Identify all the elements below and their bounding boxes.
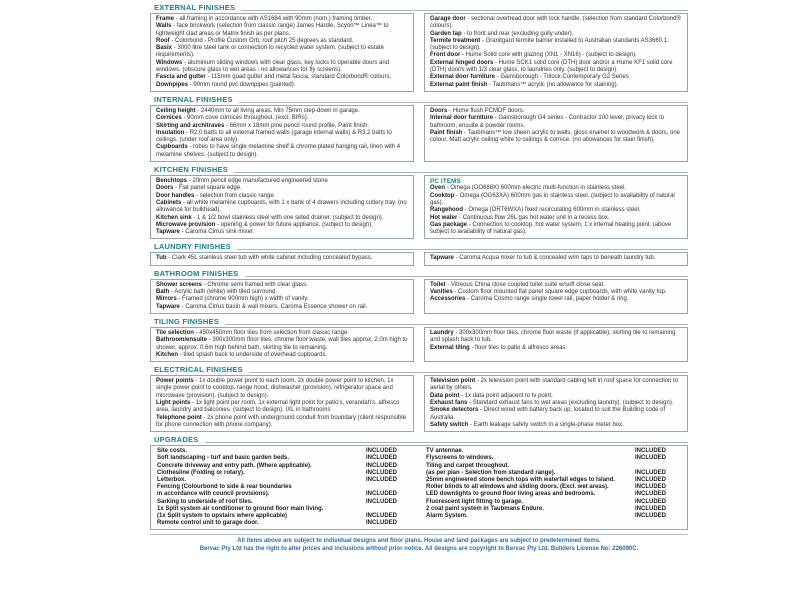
included-badge: INCLUDED: [366, 469, 397, 476]
spec-item: Cupboards - robes to have single melamine shelf & chrome plated hanging rail, linen with 4 melamine shelves. (subject to design).: [156, 144, 401, 158]
spec-item: Light points - 1x light point per room, 1x external light point for patio's, verandah's, alfresco area, laundry and balconies. (subject to design). IXL in bathrooms: [156, 399, 400, 414]
spec-desc: tiled splash back to underside of overhead cupboards.: [183, 351, 328, 358]
upgrade-item-text: Roller blinds to all windows and sliding doors. (Excl. wet areas).: [426, 484, 609, 491]
spec-term: Light points: [156, 399, 191, 406]
section-title-rule: [205, 442, 688, 443]
spec-item: Exhaust fans - Standard exhaust fans to wet areas (excluding laundry). (subject to design).: [430, 399, 674, 406]
section-title-rule: [234, 172, 688, 173]
section-header: [154, 317, 688, 326]
upgrade-row: [157, 513, 412, 520]
included-badge: INCLUDED: [635, 476, 666, 483]
footer-disclaimer-line2: Bervac Pty Ltd has the right to alter prices and inclusions without prior notice. All designs are copyright to Bervac Pty Ltd. Builders License No: 226090C.: [199, 546, 639, 552]
spec-item: Mirrors - Framed (chrome 900mm high) x width of vanity.: [156, 296, 309, 303]
spec-term: Walls: [156, 23, 172, 30]
upgrade-row: [157, 470, 412, 477]
spec-item: Hot water - Continuous flow 26L gas hot water unit in a recess box.: [430, 214, 610, 221]
sections-container: [150, 3, 688, 432]
spec-desc: 2x television point with standard cabling left in roof space for connection to aerial by others.: [430, 378, 679, 392]
spec-desc: Gainsborough - Trilock Contemporary G2 Series: [500, 74, 629, 81]
spec-desc: Caroma Acqua mixer to tub & concealed w/m taps to beneath laundry tub.: [459, 255, 656, 262]
spec-desc: Omega (ORT6WXA) fixed recirculating 600mm in stainless steel.: [468, 207, 641, 214]
spec-item: Bathroom/ensuite - 300x300mm floor tiles, chrome floor waste, wall tiles approx. 2.0m high to shower, approx. 0.6m high behind bath, skirting tile to remaining.: [156, 337, 408, 351]
spec-desc: 66mm x 18mm pine pencil round profile, Paint finish.: [229, 122, 370, 129]
spec-item: Walls - face brickwork (selection from classic range) James Hardie, Scyon™ Linea™ to lightweight clad areas or Matrix finish as per plans.: [156, 23, 389, 37]
spec-desc: Clark 45L stainless steel tub with white cabinet including concealed bypass.: [171, 255, 373, 262]
included-badge: INCLUDED: [366, 476, 397, 483]
upgrade-row: [426, 463, 681, 470]
inclusions-document: [150, 3, 688, 554]
column-box: [424, 279, 688, 314]
included-badge: INCLUDED: [366, 448, 397, 455]
upgrade-row: [426, 491, 681, 498]
section-tiling-finishes: [150, 317, 688, 362]
spec-term: Mirrors: [156, 296, 177, 303]
upgrade-item-text: Concrete driveway and entry path. (Where applicable).: [157, 462, 312, 469]
spec-desc: 1x data point adjacent to tv point.: [464, 392, 553, 399]
upgrade-row: [426, 470, 681, 477]
spec-term: Benchtops: [156, 178, 188, 185]
spec-term: Safety switch: [430, 421, 469, 428]
spec-item: Tapware - Caroma Acqua mixer to tub & concealed w/m taps to beneath laundry tub.: [430, 255, 656, 262]
spec-desc: 2440mm to all living areas. Min 75mm step-down in garage.: [201, 107, 360, 114]
spec-desc: R2.0 batts to all external framed walls (garage internal walls) & R3.2 batts to ceilings. (under roof area only).: [156, 129, 392, 144]
spec-item: Vanities - Custom floor mounted flat panel square edge cupboards, with white vanity top.: [430, 289, 667, 296]
section-external-finishes: [150, 3, 688, 92]
spec-desc: 300x300mm floor tiles, chrome floor waste, wall tiles approx. 2.0m high to shower, approx. 0.6m high behind bath, skirting tile to remaining.: [156, 337, 408, 351]
spec-term: Toilet: [430, 281, 446, 288]
spec-item: Microwave provision - opening & power for future appliance. (subject to design).: [156, 221, 373, 228]
spec-term: Data point: [430, 392, 460, 399]
section-columns: [150, 375, 688, 432]
section-upgrades: [150, 435, 688, 530]
section-columns: [150, 175, 688, 239]
column-box: [424, 252, 688, 265]
upgrade-item-text: Letterbox.: [157, 476, 187, 483]
section-header: [154, 165, 688, 174]
spec-desc: Chrome semi framed with clear glass.: [207, 281, 308, 288]
section-header: [154, 3, 688, 12]
column-box: [150, 252, 414, 265]
spec-item: Tapware - Caroma Cirrus sink mixer.: [156, 229, 255, 236]
spec-item: Telephone point - 2x phone point with underground conduit from boundary (client responsible for phone connection with phone company).: [156, 414, 407, 428]
spec-desc: Gainsborough G4 series - Contractor 100 lever, privacy lock to bathroom, ensuite & powder rooms.: [430, 115, 665, 129]
included-badge: INCLUDED: [366, 498, 397, 505]
spec-desc: Taubmans™ low sheen acrylic to walls, gloss enamel to woodwork & doors, one colour. Matt acrylic ceiling white to ceilings & cornice. (no allowances for stain finish).: [430, 129, 681, 144]
spec-desc: 115mm quad gutter and metal fascia, standard Colorbond® colours.: [211, 74, 392, 81]
upgrade-item-text: in accordance with council provisions).: [157, 491, 270, 498]
spec-item: Gas package - Connection to cooktop, hot water system, 1 x internal heating point. (above subject to availability of natural gas).: [430, 221, 672, 236]
section-title: ELECTRICAL FINISHES: [154, 365, 243, 375]
spec-item: Oven - Omega (OO686X) 600mm electric multi-function in stainless steel.: [430, 185, 627, 192]
spec-desc: robes to have single melamine shelf & chrome plated hanging rail, linen with 4 melamine shelves. (subject to design).: [156, 144, 401, 158]
spec-desc: 1x light point per room, 1x external light point for patio's, verandah's, alfresco area, laundry and balconies. (subject to design). IXL in bathrooms: [156, 399, 400, 414]
column-box: [150, 327, 414, 362]
upgrade-item-text: Flyscreens to windows.: [426, 455, 494, 462]
spec-item: Ceiling height - 2440mm to all living areas. Min 75mm step-down in garage.: [156, 107, 360, 114]
spec-item: Paint finish - Taubmans™ low sheen acrylic to walls, gloss enamel to woodwork & doors, one colour. Matt acrylic ceiling white to ceilings & cornice. (no allowances for stain finish).: [430, 129, 681, 144]
section-title-rule: [239, 102, 688, 103]
spec-term: Gas package: [430, 221, 468, 228]
included-badge: INCLUDED: [366, 491, 397, 498]
spec-item: Accessories - Caroma Cosmo range single towel rail, paper holder & ring.: [430, 296, 629, 303]
spec-desc: Caroma Cirrus sink mixer.: [185, 229, 255, 236]
spec-term: Door handles: [156, 192, 195, 199]
spec-term: Ceiling height: [156, 107, 196, 114]
upgrade-row: [157, 491, 412, 498]
spec-term: Tapware: [156, 303, 180, 310]
spec-desc: 450x450mm floor tiles from selection from classic range.: [199, 329, 349, 336]
spec-term: Tapware: [430, 255, 454, 262]
spec-term: Tapware: [156, 229, 180, 236]
column-subtitle: PC ITEMS: [430, 178, 461, 186]
spec-item: Smoke detectors - Direct wired with battery back up, located to suit the Building code of Australia.: [430, 407, 666, 421]
section-columns: [150, 279, 688, 314]
section-bathroom-finishes: [150, 269, 688, 314]
spec-term: Kitchen sink: [156, 214, 192, 221]
column-box: [150, 375, 414, 432]
spec-desc: Continuous flow 26L gas hot water unit in a recess box.: [462, 214, 610, 221]
upgrade-item-text: 1x Split system air conditioner to ground floor main living.: [157, 505, 324, 512]
upgrade-row: [157, 448, 412, 455]
spec-item: Shower screens - Chrome semi framed with clear glass.: [156, 281, 308, 288]
spec-term: Garage door: [430, 16, 466, 22]
section-title-rule: [249, 372, 688, 373]
spec-term: Roof: [156, 37, 170, 44]
spec-term: Internal door furniture: [430, 115, 493, 122]
section-title: BATHROOM FINISHES: [154, 268, 239, 278]
spec-desc: Direct wired with battery back up, located to suit the Building code of Australia.: [430, 407, 666, 421]
upgrade-row: [426, 506, 681, 513]
upgrade-item-text: Soft landscaping - turf and basic garden beds.: [157, 455, 290, 462]
spec-item: Cabinets - all white melamine cupboards, with 1 x bank of 4 drawers including cutlery tray. (no allowance for bulkhead).: [156, 199, 407, 214]
spec-item: Doors - Flat panel square edge.: [156, 185, 242, 192]
spec-desc: 300x300mm floor tiles, chrome floor waste (if applicable), skirting tile to remaining and splash back to tub.: [430, 329, 676, 344]
upgrade-item-text: Tiling and carpet throughout.: [426, 462, 510, 469]
spec-term: Bath: [156, 289, 170, 296]
spec-term: Tub: [156, 255, 167, 262]
upgrade-item-text: 2 coat paint system in Taubmans Endure.: [426, 505, 544, 512]
included-badge: INCLUDED: [635, 484, 666, 491]
spec-item: Power points - 1x double power point to each room, 2x double power point to kitchen, 1x single power point to cooktop, range hood, dishwasher (provision), refrigerator space and microwave (provision). (subject to design).: [156, 378, 394, 399]
spec-term: Vanities: [430, 289, 453, 296]
included-badge: INCLUDED: [366, 513, 397, 519]
upgrade-row: [157, 463, 412, 470]
spec-desc: 90mm round pvc downpipes (painted).: [193, 81, 296, 88]
included-badge: [366, 484, 412, 491]
section-title: INTERNAL FINISHES: [154, 94, 233, 104]
section-header: [154, 242, 688, 251]
spec-item: Roof - Colorbond - Profile Custom Orb, roof pitch 25 degrees as standard.: [156, 37, 354, 44]
spec-item: Toilet - Vitreous China close coupled toilet suite w/soft close seat.: [430, 281, 605, 288]
footer-disclaimer-line1: All items above are subject to individual designs and floor plans. House and land packages are subject to predetermined items.: [237, 538, 601, 545]
spec-item: Kitchen sink - 1 & 1/2 bowl stainless steel with one sided drainer. (subject to design).: [156, 214, 384, 221]
upgrade-row: [157, 477, 412, 484]
section-title: TILING FINISHES: [154, 316, 220, 326]
section-columns: [150, 327, 688, 362]
spec-item: Laundry - 300x300mm floor tiles, chrome floor waste (if applicable), skirting tile to remaining and splash back to tub.: [430, 329, 676, 344]
column-box: [424, 13, 688, 92]
upgrade-row: [157, 455, 412, 462]
spec-item: Fascia and gutter - 115mm quad gutter and metal fascia, standard Colorbond® colours.: [156, 74, 392, 81]
spec-desc: Flat panel square edge.: [178, 185, 242, 192]
column-box: [150, 279, 414, 314]
spec-desc: Granitgard termite barrier installed to Australian standards AS3660.1. (subject to design).: [430, 37, 669, 52]
spec-term: Television point: [430, 378, 476, 385]
upgrade-row: [426, 499, 681, 506]
section-laundry-finishes: [150, 242, 688, 265]
spec-desc: Standard exhaust fans to wet areas (excluding laundry). (subject to design).: [472, 399, 674, 406]
spec-item: Tile selection - 450x450mm floor tiles from selection from classic range.: [156, 329, 349, 336]
included-badge: INCLUDED: [635, 455, 666, 462]
section-title-rule: [241, 10, 688, 11]
spec-item: External paint finish - Taubmans™ acrylic (no allowance for staining).: [430, 81, 619, 88]
upgrade-item-text: Clothesline (Folding or rotary).: [157, 469, 245, 476]
upgrade-row: [157, 520, 412, 527]
spec-desc: 1x double power point to each room, 2x double power point to kitchen, 1x single power point to cooktop, range hood, dishwasher (provision), refrigerator space and microwave (provision). (subject to design).: [156, 378, 394, 399]
spec-desc: Framed (chrome 900mm high) x width of vanity.: [182, 296, 309, 303]
spec-item: Door handles - selection from classic range.: [156, 192, 276, 199]
spec-term: Shower screens: [156, 281, 203, 288]
upgrade-item-text: Alarm System.: [426, 513, 468, 519]
section-title: LAUNDRY FINISHES: [154, 242, 231, 252]
section-internal-finishes: [150, 95, 688, 162]
upgrade-row: [157, 484, 412, 491]
section-columns: [150, 252, 688, 265]
spec-term: Basix: [156, 45, 173, 52]
spec-term: Front door: [430, 52, 461, 59]
included-badge: [635, 463, 681, 470]
spec-term: Windows: [156, 59, 183, 66]
included-badge: INCLUDED: [635, 469, 666, 476]
spec-item: Safety switch - Earth leakage safety switch in a single-phase meter box.: [430, 421, 624, 428]
section-header: [154, 435, 688, 444]
upgrades-box: [150, 445, 688, 530]
spec-desc: Hume SCK1 solid core (DTH) door and/or a Hume KF1 solid core (DTH) door/s with 1/3 clear glass, to laundries only. (subject to design).: [430, 59, 673, 74]
spec-term: Microwave provision: [156, 221, 216, 228]
section-title: UPGRADES: [154, 435, 199, 445]
spec-item: External door furniture - Gainsborough - Trilock Contemporary G2 Series: [430, 74, 629, 81]
spec-desc: all framing in accordance with AS1684 with 90mm (nom.) framing timber.: [179, 16, 373, 22]
section-title-rule: [225, 324, 688, 325]
spec-desc: opening & power for future appliance. (subject to design).: [220, 221, 373, 228]
column-box: [150, 105, 414, 162]
included-badge: INCLUDED: [366, 455, 397, 462]
spec-term: Cabinets: [156, 199, 182, 206]
spec-item: Bath - Acrylic bath (white) with tiled surround.: [156, 289, 278, 296]
spec-desc: to front and rear (excluding gully under).: [467, 30, 574, 37]
section-title: KITCHEN FINISHES: [154, 165, 229, 175]
upgrade-item-text: Site costs.: [157, 448, 188, 455]
spec-desc: Acrylic bath (white) with tiled surround.: [174, 289, 278, 296]
spec-desc: floor tiles to patio & alfresco areas.: [475, 344, 568, 351]
spec-item: Benchtops - 20mm pencil edge manufactured engineered stone: [156, 178, 328, 185]
spec-term: Telephone point: [156, 414, 202, 421]
spec-item: Tub - Clark 45L stainless steel tub with white cabinet including concealed bypass.: [156, 255, 373, 262]
spec-item: Internal door furniture - Gainsborough G4 series - Contractor 100 lever, privacy lock to bathroom, ensuite & powder rooms.: [430, 115, 665, 129]
upgrade-item-text: Fencing (Colourbond to side & rear boundaries: [157, 484, 292, 491]
upgrade-row: [157, 506, 412, 513]
upgrade-row: [426, 477, 681, 484]
spec-item: Front door - Hume Solid core with glazing (XN1 - XN16) - (subject to design).: [430, 52, 637, 59]
section-kitchen-finishes: [150, 165, 688, 239]
spec-term: Insulation: [156, 129, 185, 136]
spec-term: Cupboards: [156, 144, 188, 151]
section-header: [154, 95, 688, 104]
upgrade-item-text: 25mm engineered stone bench tops with waterfall edges to Island.: [426, 476, 616, 483]
spec-desc: 1 & 1/2 bowl stainless steel with one sided drainer. (subject to design).: [197, 214, 384, 221]
spec-desc: Connection to cooktop, hot water system, 1 x internal heating point. (above subject to availability of natural gas).: [430, 221, 672, 236]
section-columns: [150, 105, 688, 162]
column-box: [424, 375, 688, 432]
section-title-rule: [245, 276, 688, 277]
spec-item: Kitchen - tiled splash back to underside of overhead cupboards.: [156, 351, 328, 358]
spec-item: Data point - 1x data point adjacent to tv point.: [430, 392, 553, 399]
spec-term: External tiling: [430, 344, 470, 351]
spec-term: Laundry: [430, 329, 454, 336]
spec-desc: Colorbond - Profile Custom Orb, roof pitch 25 degrees as standard.: [175, 37, 354, 44]
included-badge: INCLUDED: [635, 448, 666, 455]
section-electrical-finishes: [150, 365, 688, 432]
spec-term: External hinged doors: [430, 59, 494, 66]
upgrade-item-text: (1x Split system to upstairs where applicable): [157, 513, 288, 519]
upgrades-container: [150, 435, 688, 530]
spec-desc: 90mm cove cornices throughout. (excl. BIRs).: [187, 115, 309, 122]
spec-item: Cooktop - Omega (OG63XA) 600mm gas in stainless steel. (subject to availability of natural gas).: [430, 192, 675, 206]
included-badge: INCLUDED: [635, 498, 666, 505]
spec-term: Rangehood: [430, 207, 463, 214]
upgrade-item-text: Fluorescent light fitting to garage.: [426, 498, 524, 505]
spec-desc: Vitreous China close coupled toilet suite w/soft close seat.: [450, 281, 605, 288]
spec-desc: Custom floor mounted flat panel square edge cupboards, with white vanity top.: [458, 289, 667, 296]
section-columns: [150, 13, 688, 92]
spec-term: Downpipes: [156, 81, 189, 88]
section-title-rule: [237, 249, 688, 250]
spec-desc: 3000 litre steel tank or connection to recycled water system. (subject to estate requirements).: [156, 45, 384, 59]
upgrade-item-text: TV antennae.: [426, 448, 464, 455]
upgrades-column: [426, 448, 681, 527]
spec-desc: Caroma Cirrus basin & wall mixers, Caroma Essence shower on rail.: [185, 303, 368, 310]
upgrade-item-text: (as per plan - Selection from standard range).: [426, 469, 556, 476]
section-header: [154, 365, 688, 374]
section-header: [154, 269, 688, 278]
spec-desc: face brickwork (selection from classic range) James Hardie, Scyon™ Linea™ to lightweight clad areas or Matrix finish as per plans.: [156, 23, 389, 37]
spec-term: Skirting and architraves: [156, 122, 225, 129]
upgrade-row: [426, 455, 681, 462]
spec-desc: selection from classic range.: [199, 192, 276, 199]
spec-desc: Earth leakage safety switch in a single-phase meter box.: [473, 421, 624, 428]
spec-item: External tiling - floor tiles to patio & alfresco areas.: [430, 344, 568, 351]
included-badge: [366, 506, 412, 513]
spec-term: Paint finish: [430, 129, 463, 136]
upgrade-row: [426, 484, 681, 491]
spec-desc: Hume Solid core with glazing (XN1 - XN16) - (subject to design).: [465, 52, 637, 59]
spec-item: Rangehood - Omega (ORT6WXA) fixed recirculating 600mm in stainless steel.: [430, 207, 641, 214]
spec-item: Termite treatment - Granitgard termite barrier installed to Australian standards AS3660.1. (subject to design).: [430, 37, 669, 52]
spec-item: Basix - 3000 litre steel tank or connection to recycled water system. (subject to estate requirements).: [156, 45, 384, 59]
included-badge: INCLUDED: [366, 520, 397, 527]
spec-term: Exhaust fans: [430, 399, 468, 406]
spec-desc: sectional overhead door with lock handle. (selection from standard Colorbond® colours).: [430, 16, 681, 30]
spec-term: Bathroom/ensuite: [156, 337, 208, 344]
spec-term: Doors: [430, 107, 448, 114]
spec-desc: Caroma Cosmo range single towel rail, paper holder & ring.: [470, 296, 629, 303]
spec-desc: aluminium sliding windows with clear glass, key locks to operable doors and windows. (obscure glass to wet areas - no allowances for fly screens).: [156, 59, 390, 74]
section-title: EXTERNAL FINISHES: [154, 3, 236, 12]
column-box: [424, 175, 688, 239]
spec-item: Garden tap - to front and rear (excluding gully under).: [430, 30, 574, 37]
spec-term: Accessories: [430, 296, 466, 303]
spec-item: Windows - aluminium sliding windows with clear glass, key locks to operable doors and windows. (obscure glass to wet areas - no allowances for fly screens).: [156, 59, 390, 74]
spec-term: Smoke detectors: [430, 407, 479, 414]
spec-term: Oven: [430, 185, 446, 192]
spec-term: Power points: [156, 378, 194, 385]
spec-item: Downpipes - 90mm round pvc downpipes (painted).: [156, 81, 296, 88]
spec-term: Kitchen: [156, 351, 179, 358]
spec-term: Termite treatment: [430, 37, 481, 44]
upgrade-row: [157, 499, 412, 506]
spec-term: External paint finish: [430, 81, 488, 88]
spec-term: Hot water: [430, 214, 458, 221]
upgrade-item-text: LED downlights to ground floor living areas and bedrooms.: [426, 491, 596, 498]
spec-item: Tapware - Caroma Cirrus basin & wall mixers, Caroma Essence shower on rail.: [156, 303, 368, 310]
spec-term: Garden tap: [430, 30, 462, 37]
column-box: [150, 13, 414, 92]
included-badge: INCLUDED: [366, 462, 397, 469]
spec-item: Garage door - sectional overhead door with lock handle. (selection from standard Colorbond® colours).: [430, 16, 681, 30]
upgrade-item-text: Sarking to underside of roof tiles.: [157, 498, 253, 505]
spec-item: External hinged doors - Hume SCK1 solid core (DTH) door and/or a Hume KF1 solid core (DTH) door/s with 1/3 clear glass, to laundries only. (subject to design).: [430, 59, 673, 74]
spec-item: Insulation - R2.0 batts to all external framed walls (garage internal walls) & R3.2 batts to ceilings. (under roof area only).: [156, 129, 392, 144]
upgrade-item-text: Remote control unit to garage door.: [157, 520, 259, 527]
spec-desc: 20mm pencil edge manufactured engineered stone: [192, 178, 328, 185]
included-badge: INCLUDED: [635, 513, 666, 519]
spec-item: Skirting and architraves - 66mm x 18mm pine pencil round profile, Paint finish.: [156, 122, 370, 129]
upgrade-row: [426, 448, 681, 455]
upgrades-column: [157, 448, 412, 527]
spec-desc: Omega (OO686X) 600mm electric multi-function in stainless steel.: [450, 185, 627, 192]
spec-desc: Hume flush PCMDF doors.: [452, 107, 525, 114]
column-box: [424, 105, 688, 162]
spec-item: Television point - 2x television point with standard cabling left in roof space for connection to aerial by others.: [430, 378, 679, 392]
column-box: [150, 175, 414, 239]
spec-item: Cornices - 90mm cove cornices throughout. (excl. BIRs).: [156, 115, 309, 122]
spec-desc: Omega (OG63XA) 600mm gas in stainless steel. (subject to availability of natural gas).: [430, 192, 675, 206]
spec-desc: 2x phone point with underground conduit from boundary (client responsible for phone connection with phone company).: [156, 414, 407, 428]
spec-term: Cooktop: [430, 192, 455, 199]
spec-term: Doors: [156, 185, 174, 192]
spec-item: Frame - all framing in accordance with AS1684 with 90mm (nom.) framing timber.: [156, 16, 373, 22]
spec-term: External door furniture: [430, 74, 496, 81]
spec-desc: all white melamine cupboards, with 1 x bank of 4 drawers including cutlery tray. (no allowance for bulkhead).: [156, 199, 407, 214]
spec-desc: Taubmans™ acrylic (no allowance for staining).: [492, 81, 619, 88]
spec-item: Doors - Hume flush PCMDF doors.: [430, 107, 525, 114]
included-badge: INCLUDED: [635, 491, 666, 498]
spec-term: Fascia and gutter: [156, 74, 206, 81]
spec-term: Tile selection: [156, 329, 194, 336]
included-badge: INCLUDED: [635, 505, 666, 512]
spec-term: Cornices: [156, 115, 182, 122]
spec-term: Frame: [156, 16, 175, 22]
column-box: [424, 327, 688, 362]
document-footer: [150, 534, 688, 553]
upgrade-row: [426, 513, 681, 520]
